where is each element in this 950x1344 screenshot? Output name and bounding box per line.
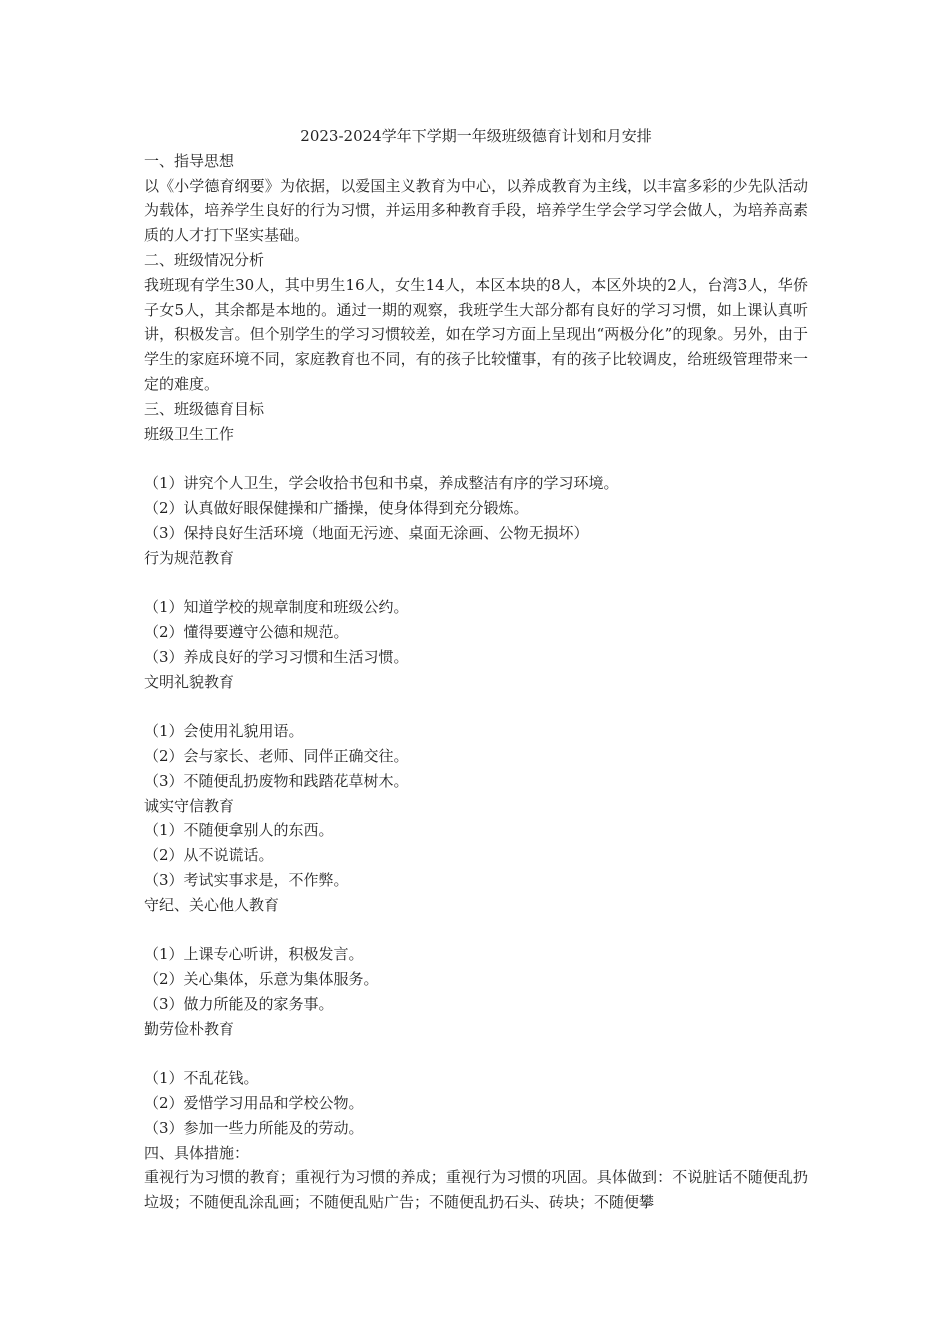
list-item: （2）会与家长、老师、同伴正确交往。 [144,746,409,765]
document-page [144,124,808,1215]
blank-line [144,918,808,943]
list-item: （2）懂得要遵守公德和规范。 [144,622,349,641]
goal-title-hygiene: 班级卫生工作 [144,424,235,443]
list-item: （1）知道学校的规章制度和班级公约。 [144,598,409,617]
list-item: （3）不随便乱扔废物和践踏花草树木。 [144,771,409,790]
list-item: （3）保持良好生活环境（地面无污迹、桌面无涂画、公物无损坏） [144,523,589,542]
document-title: 2023-2024学年下学期一年级班级德育计划和月安排 [300,127,652,145]
list-item: （1）会使用礼貌用语。 [144,722,304,741]
section-heading-measures: 四、具体措施： [144,1143,250,1162]
goal-title-courtesy: 文明礼貌教育 [144,672,235,691]
blank-line [144,694,808,719]
list-item: （2）认真做好眼保健操和广播操，使身体得到充分锻炼。 [144,498,529,517]
paragraph-class-analysis: 我班现有学生30人，其中男生16人，女生14人，本区本块的8人，本区外块的2人，台湾3人，华侨子女5人，其余都是本地的。通过一期的观察，我班学生大部分都有良好的学习习惯，如上课认真听讲，积极发言。但个别学生的学习习惯较差，如在学习方面上呈现出“两极分化”的现象。另外，由于学生的家庭环境不同，家庭教育也不同，有的孩子比较懂事，有的孩子比较调皮，给班级管理带来一定的难度。 [144,275,808,393]
paragraph-guiding-thought: 以《小学德育纲要》为依据，以爱国主义教育为中心，以养成教育为主线，以丰富多彩的少先队活动为载体，培养学生良好的行为习惯，并运用多种教育手段，培养学生学会学习学会做人，为培养高素质的人才打下坚实基础。 [144,176,808,245]
paragraph-measures: 重视行为习惯的教育；重视行为习惯的养成；重视行为习惯的巩固。具体做到：不说脏话不随便乱扔垃圾；不随便乱涂乱画；不随便乱贴广告；不随便乱扔石头、砖块；不随便攀 [144,1168,808,1212]
goal-title-thrift: 勤劳俭朴教育 [144,1019,235,1038]
list-item: （3）参加一些力所能及的劳动。 [144,1118,364,1137]
list-item: （2）关心集体，乐意为集体服务。 [144,970,379,989]
list-item: （1）上课专心听讲，积极发言。 [144,945,364,964]
list-item: （1）讲究个人卫生，学会收拾书包和书桌，养成整洁有序的学习环境。 [144,474,619,493]
list-item: （1）不乱花钱。 [144,1069,259,1088]
section-heading-guiding-thought: 一、指导思想 [144,151,235,170]
list-item: （1）不随便拿别人的东西。 [144,821,334,840]
list-item: （2）从不说谎话。 [144,846,274,865]
goal-title-behavior: 行为规范教育 [144,548,235,567]
list-item: （2）爱惜学习用品和学校公物。 [144,1094,364,1113]
goal-title-honesty: 诚实守信教育 [144,796,235,815]
goal-title-discipline: 守纪、关心他人教育 [144,895,280,914]
blank-line [144,446,808,471]
list-item: （3）养成良好的学习习惯和生活习惯。 [144,647,409,666]
blank-line [144,570,808,595]
section-heading-moral-goals: 三、班级德育目标 [144,399,265,418]
section-heading-class-analysis: 二、班级情况分析 [144,250,265,269]
list-item: （3）考试实事求是，不作弊。 [144,870,349,889]
blank-line [144,1041,808,1066]
list-item: （3）做力所能及的家务事。 [144,994,334,1013]
